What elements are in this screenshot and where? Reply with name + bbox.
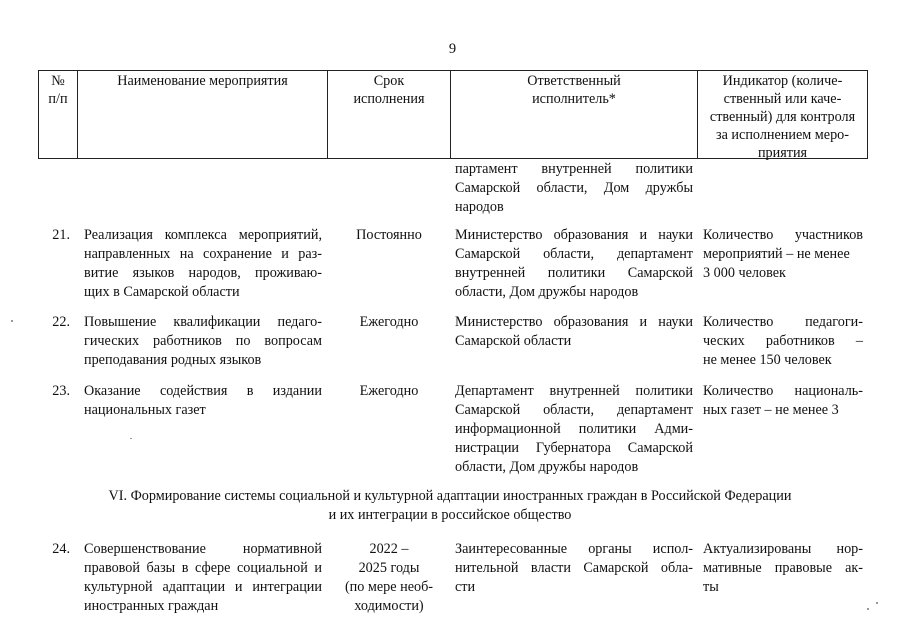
cell-line: мативные правовые ак-: [703, 560, 863, 576]
cell-line: мероприятий – не менее: [703, 246, 850, 262]
row-23-num: 23.: [52, 383, 70, 399]
header-term: [328, 72, 450, 108]
header-num-line: №: [51, 73, 65, 89]
cell-line: Актуализированы нор-: [703, 541, 863, 557]
cell-line: Оказание содействия в издании: [84, 383, 322, 399]
section-heading-line: VI. Формирование системы социальной и культурной адаптации иностранных граждан в Российской Федерации: [108, 488, 792, 504]
cell-line: иностранных граждан: [84, 598, 219, 614]
row-22-term: [328, 313, 450, 332]
cell-line: 2022 –: [369, 541, 409, 557]
row-21-term: [328, 226, 450, 245]
row-23-indicator: [703, 382, 863, 420]
scan-speck: [11, 320, 13, 322]
cell-line: направленных на сохранение и раз-: [84, 246, 322, 262]
row-24-name: [84, 540, 322, 616]
header-top-border: [38, 70, 868, 71]
cell-line: Количество националь-: [703, 383, 863, 399]
header-indicator-line: ственный или каче-: [723, 91, 842, 107]
header-name-line: Наименование мероприятия: [117, 73, 288, 89]
cell-line: информационной политики Адми-: [455, 421, 693, 437]
cell-line: Ежегодно: [359, 383, 419, 399]
header-executor-line: исполнитель*: [532, 91, 616, 107]
header-indicator-line: ственный) для контроля: [709, 109, 856, 125]
row-24-num: 24.: [52, 541, 70, 557]
cell-line: Департамент внутренней политики: [455, 383, 693, 399]
header-term-line: Срок: [373, 73, 405, 89]
row-21-indicator: [703, 226, 863, 283]
cell-line: Заинтересованные органы испол-: [455, 541, 693, 557]
cell-line: щих в Самарской области: [84, 284, 240, 300]
header-indicator-line: за исполнением меро-: [715, 127, 849, 143]
cell-line: Самарской области, Дом дружбы: [455, 180, 693, 196]
row-21-name: [84, 226, 322, 302]
cell-line: Самарской области: [455, 333, 572, 349]
row-22-name: [84, 313, 322, 370]
continuation-executor: [455, 160, 693, 217]
cell-line: нительной власти Самарской обла-: [455, 560, 693, 576]
cell-line: Повышение квалификации педаго-: [84, 314, 322, 330]
row-24-executor: [455, 540, 693, 597]
cell-line: гических работников по вопросам: [84, 333, 322, 349]
row-22-indicator: [703, 313, 863, 370]
cell-line: ходимости): [354, 598, 424, 614]
header-indicator: [698, 72, 867, 162]
row-23-name: [84, 382, 322, 420]
row-23-term: [328, 382, 450, 401]
section-heading-line: и их интеграции в российское общество: [328, 507, 572, 523]
cell-line: Количество участников: [703, 227, 863, 243]
scan-speck: [130, 438, 132, 439]
cell-line: Самарской области, департамент: [455, 246, 693, 262]
cell-line: ты: [703, 579, 719, 595]
cell-line: национальных газет: [84, 402, 206, 418]
row-21-num: 21.: [52, 227, 70, 243]
cell-line: ческих работников –: [703, 333, 863, 349]
row-22-executor: [455, 313, 693, 351]
cell-line: Постоянно: [356, 227, 422, 243]
header-executor-line: Ответственный: [527, 73, 621, 89]
cell-line: культурной адаптации и интеграции: [84, 579, 322, 595]
row-21-executor: [455, 226, 693, 302]
row-24-indicator: [703, 540, 863, 597]
header-num: [38, 72, 78, 108]
cell-line: Количество педагоги-: [703, 314, 863, 330]
header-indicator-line: Индикатор (количе-: [722, 73, 843, 89]
cell-line: народов: [455, 199, 504, 215]
cell-line: нистрации Губернатора Самарской: [455, 440, 693, 456]
cell-line: преподавания родных языков: [84, 352, 262, 368]
cell-line: сти: [455, 579, 476, 595]
header-num-line: п/п: [48, 91, 68, 107]
cell-line: (по мере необ-: [344, 579, 434, 595]
page-number: 9: [448, 41, 457, 57]
row-24-term: [328, 540, 450, 616]
cell-line: 3 000 человек: [703, 265, 786, 281]
cell-line: партамент внутренней политики: [455, 161, 693, 177]
row-22-num: 22.: [52, 314, 70, 330]
header-col-divider: [867, 70, 868, 158]
cell-line: не менее 150 человек: [703, 352, 832, 368]
cell-line: 2025 годы: [358, 560, 420, 576]
cell-line: ных газет – не менее 3: [703, 402, 839, 418]
header-name: [78, 72, 327, 90]
cell-line: области, Дом дружбы народов: [455, 459, 639, 475]
scan-speck: [876, 602, 878, 604]
header-executor: [451, 72, 697, 108]
cell-line: области, Дом дружбы народов: [455, 284, 639, 300]
cell-line: витие языков народов, проживаю-: [84, 265, 322, 281]
header-term-line: исполнения: [353, 91, 425, 107]
cell-line: Самарской области, департамент: [455, 402, 693, 418]
cell-line: Ежегодно: [359, 314, 419, 330]
cell-line: Министерство образования и науки: [455, 314, 693, 330]
cell-line: Совершенствование нормативной: [84, 541, 322, 557]
header-indicator-line: приятия: [757, 145, 808, 161]
cell-line: правовой базы в сфере социальной и: [84, 560, 322, 576]
cell-line: внутренней политики Самарской: [455, 265, 693, 281]
row-23-executor: [455, 382, 693, 477]
cell-line: Реализация комплекса мероприятий,: [84, 227, 322, 243]
section-heading: [40, 487, 860, 525]
scan-speck: [867, 608, 869, 610]
cell-line: Министерство образования и науки: [455, 227, 693, 243]
